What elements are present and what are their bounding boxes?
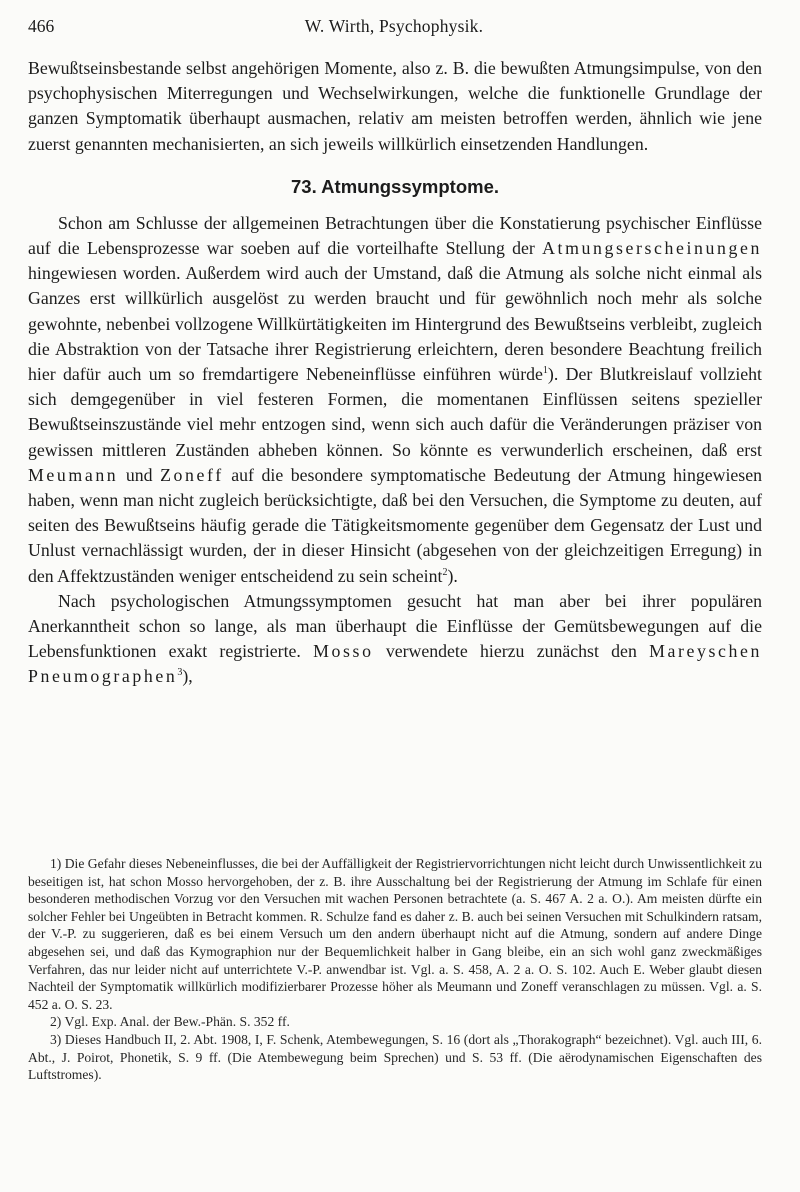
main-text <box>28 56 762 690</box>
page-number: 466 <box>28 16 55 36</box>
footnote-ref-1[interactable]: 1 <box>542 365 548 377</box>
spaced-term: Atmungserscheinungen <box>542 238 762 259</box>
paragraph-pneumograph: Nach psychologischen Atmungssymptomen gesucht hat man aber bei ihrer populären Anerkanntheit schon so lange, als man überhaupt die Einflüsse der Gemütsbewegungen auf die Lebensfunktionen exakt registrierte. Mosso verwendete hierzu zunächst den Mareyschen Pneumographen$^3$), <box>28 590 762 687</box>
footnote-1: 1) Die Gefahr dieses Nebeneinflusses, die bei der Auffälligkeit der Registriervorrichtungen nicht leicht durch Unwissentlichkeit zu beseitigen ist, hat schon Mosso hervorgehoben, der z. B. ihre Ausschaltung bei der Registrierung der Atmung im Schlafe für einen besonderen methodischen Vorzug vor den Versuchen mit wachen Personen betrachtete (a. S. 467 A. 2 a. O.). Am meisten dürfte ein solcher Fehler bei Ungeübten in Betracht kommen. R. Schulze fand es daher z. B. auch bei seinen Versuchen mit Schulkindern ratsam, der V.-P. zu suggerieren, daß es bei einem Versuch um den andern überhaupt nicht auf die Atmung, sondern auf andere Dinge abgesehen sei, und daß das Kymographion nur der Bequemlichkeit halber in Gang bleibe, ein an sich wohl ganz zweckmäßiges Verfahren, das nur leider nicht auf unterrichtete V.-P. anwendbar ist. Vgl. a. S. 458, A. 2 a. O. S. 102. Auch E. Weber glaubt diesen Nachteil der Symptomatik willkürlich modifizierbarer Prozesse höher als Meumann und Zoneff veranschlagen zu müssen. Vgl. a. S. 452 a. O. S. 23. <box>28 856 762 1012</box>
running-header <box>28 16 760 40</box>
author-name: Meumann <box>28 464 119 485</box>
section-heading: 73. Atmungssymptome. <box>291 175 499 197</box>
author-name: Zoneff <box>160 464 224 485</box>
paragraph-continued: Bewußtseinsbestande selbst angehörigen Momente, also z. B. die bewußten Atmungsimpulse, von den psychophysischen Miterregungen und Wechselwirkungen, welche die funktionelle Grundlage der ganzen Symptomatik überhaupt ausmachen, relativ am meisten betroffen werden, ähnlich wie jene zuerst genannten mechanisierten, an sich jeweils willkürlich einsetzenden Handlungen. <box>28 58 762 154</box>
footnote-ref-2[interactable]: 2 <box>442 566 448 578</box>
instrument-name: Mareyschen Pneumographen <box>28 641 762 687</box>
footnote-3: 3) Dieses Handbuch II, 2. Abt. 1908, I, F. Schenk, Atembewegungen, S. 16 (dort als „Thorakograph“ bezeichnet). Vgl. auch III, 6. Abt., J. Poirot, Phonetik, S. 9 ff. (Die Atembewegung beim Sprechen) und S. 53 ff. (Die aërodynamischen Eigenschaften des Luftstromes). <box>28 1031 762 1083</box>
paragraph-atmungserscheinungen: Schon am Schlusse der allgemeinen Betrachtungen über die Konstatierung psychischer Einflüsse auf die Lebensprozesse war soeben auf die vorteilhafte Stellung der Atmungserscheinungen hingewiesen worden. Außerdem wird auch der Umstand, daß die Atmung als solche nicht einmal als Ganzes erst willkürlich ausgelöst zu werden braucht und für gewöhnlich noch mehr als solche gewohnte, nebenbei vollzogene Willkürtätigkeiten im Hintergrund des Bewußtseins verbleibt, zugleich die Abstraktion von der Tatsache ihrer Registrierung erleichtern, deren besondere Beachtung freilich hier dafür auch um so fremdartigere Nebeneinflüsse einführen würde$^1$). Der Blutkreislauf vollzieht sich demgegenüber in viel festeren Formen, die momentanen Einflüssen seitens spezieller Bewußtseinszustände viel mehr entzogen sind, wenn sich auch dafür die Veränderungen präziser von gewissen mittleren Zuständen abheben können. So könnte es verwunderlich erscheinen, daß erst Meumann und Zoneff auf die besondere symptomatische Bedeutung der Atmung hingewiesen haben, wenn man nicht zugleich berücksichtigte, daß bei den Versuchen, die Symptome zu deuten, auf seiten des Bewußtseins häufig gerade die Tätigkeitsmomente gegenüber dem Gegensatz der Lust und Unlust vernachlässigt wurden, der in dieser Hinsicht (abgesehen von der gleichzeitigen Erregung) in den Affektzuständen weniger entscheidend zu sein scheint$^2$). <box>28 212 763 586</box>
footnote-2: 2) Vgl. Exp. Anal. der Bew.-Phän. S. 352 ff. <box>50 1014 290 1030</box>
footnotes <box>28 855 762 1084</box>
running-title: W. Wirth, Psychophysik. <box>304 16 484 36</box>
footnote-ref-3[interactable]: 3 <box>177 667 183 679</box>
author-name: Mosso <box>313 641 374 662</box>
